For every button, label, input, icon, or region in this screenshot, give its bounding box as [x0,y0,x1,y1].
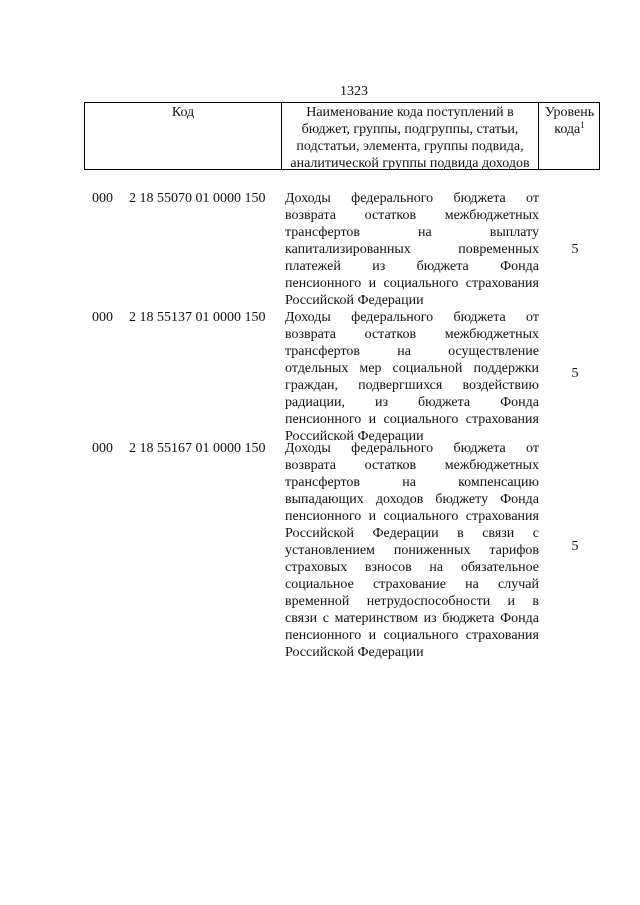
header-level-word: кода [554,122,581,137]
row-name-line: Российской Федерации [285,645,424,660]
header-name-line: аналитической группы подвида доходов [290,156,530,171]
footnote-marker: 1 [580,120,585,130]
header-level [539,103,600,170]
row-code: 2 18 55137 01 0000 150 [129,310,266,325]
row-prefix: 000 [92,191,113,206]
row-name-line: Российской Федерации в связи с [285,526,539,541]
page-number: 1323 [340,84,368,99]
header-name [281,103,539,169]
row-name-line: трансфертов на выплату [285,225,539,240]
row-name-line: страховых взносов на обязательное [285,560,539,575]
row-code: 2 18 55167 01 0000 150 [129,441,266,456]
row-name-line: радиации, из бюджета Фонда [285,395,539,410]
header-name-line: бюджет, группы, подгруппы, статьи, [301,122,519,137]
row-name-line: возврата остатков межбюджетных [285,327,539,342]
header-level-line1: Уровень [544,105,595,120]
row-name-line: пенсионного и социального страхования [285,628,539,643]
row-name [285,440,539,661]
row-level: 5 [571,539,579,554]
row-name-line: временной нетрудоспособности и в [285,594,539,609]
row-name-line: возврата остатков межбюджетных [285,208,539,223]
row-name-line: пенсионного и социального страхования [285,509,539,524]
row-name-line: трансфертов на компенсацию [285,475,539,490]
header-name-line: подстатьи, элемента, группы подвида, [296,139,524,154]
row-name-line: Доходы федерального бюджета от [285,310,539,325]
row-name [285,190,539,309]
row-name-line: установлением пониженных тарифов [285,543,539,558]
row-name-line: отдельных мер социальной поддержки [285,361,539,376]
row-level: 5 [571,242,579,257]
row-name-line: выпадающих доходов бюджету Фонда [285,492,539,507]
row-name-line: возврата остатков межбюджетных [285,458,539,473]
row-name-line: капитализированных повременных [285,242,539,257]
row-name-line: Российской Федерации [285,293,424,308]
row-name-line: трансфертов на осуществление [285,344,539,359]
row-name-line: пенсионного и социального страхования [285,412,539,427]
row-prefix: 000 [92,441,113,456]
header-level-line2 [539,121,600,138]
row-prefix: 000 [92,310,113,325]
row-name-line: связи с материнством из бюджета Фонда [285,611,539,626]
row-name-line: Доходы федерального бюджета от [285,191,539,206]
row-name-line: Российской Федерации [285,429,424,444]
row-name-line: пенсионного и социального страхования [285,276,539,291]
row-code: 2 18 55070 01 0000 150 [129,191,266,206]
row-name-line: платежей из бюджета Фонда [285,259,539,274]
row-name [285,309,539,445]
header-name-line: Наименование кода поступлений в [306,105,514,120]
row-name-line: граждан, подвергшихся воздействию [285,378,539,393]
table-header [84,102,600,170]
row-level: 5 [571,366,579,381]
row-name-line: Доходы федерального бюджета от [285,441,539,456]
header-code: Код [171,105,195,120]
row-name-line: социальное страхование на случай [285,577,539,592]
